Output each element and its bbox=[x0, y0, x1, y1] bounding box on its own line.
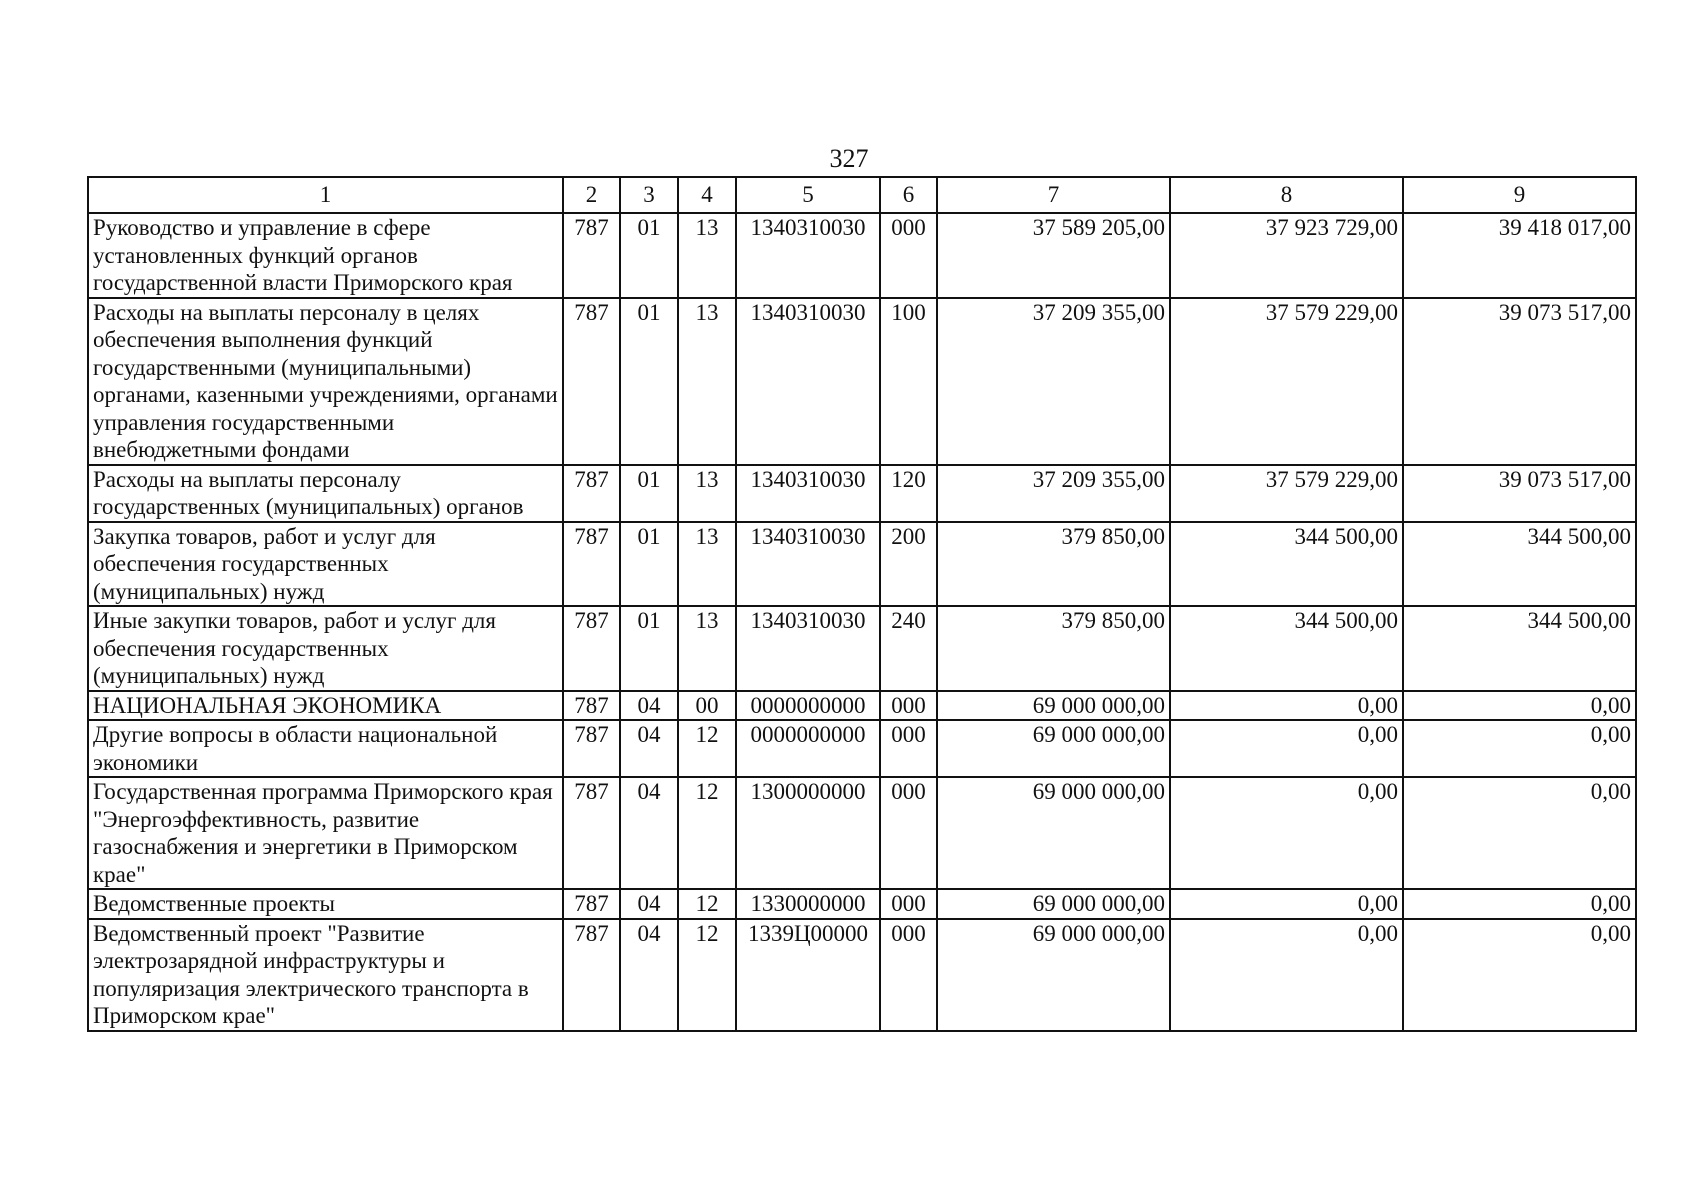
amount-cell-col9: 344 500,00 bbox=[1403, 606, 1636, 691]
amount-cell-col8: 37 579 229,00 bbox=[1170, 465, 1403, 522]
amount-cell-col7: 69 000 000,00 bbox=[937, 720, 1170, 777]
amount-cell-col9: 39 073 517,00 bbox=[1403, 465, 1636, 522]
expense-type-cell: 200 bbox=[880, 522, 937, 607]
subsection-code-cell: 13 bbox=[678, 606, 736, 691]
subsection-code-cell: 13 bbox=[678, 465, 736, 522]
subsection-code-cell: 00 bbox=[678, 691, 736, 721]
table-row bbox=[88, 298, 1636, 465]
amount-cell-col7: 379 850,00 bbox=[937, 606, 1170, 691]
section-code-cell: 01 bbox=[620, 606, 678, 691]
target-article-cell: 1340310030 bbox=[736, 465, 880, 522]
amount-cell-col9: 39 073 517,00 bbox=[1403, 298, 1636, 465]
row-name-cell: НАЦИОНАЛЬНАЯ ЭКОНОМИКА bbox=[88, 691, 563, 721]
column-header: 4 bbox=[678, 177, 736, 213]
section-code-cell: 01 bbox=[620, 298, 678, 465]
subsection-code-cell: 13 bbox=[678, 213, 736, 298]
section-code-cell: 04 bbox=[620, 777, 678, 889]
section-code-cell: 04 bbox=[620, 691, 678, 721]
amount-cell-col8: 0,00 bbox=[1170, 889, 1403, 919]
admin-code-cell: 787 bbox=[563, 465, 620, 522]
admin-code-cell: 787 bbox=[563, 720, 620, 777]
amount-cell-col9: 0,00 bbox=[1403, 889, 1636, 919]
amount-cell-col9: 0,00 bbox=[1403, 777, 1636, 889]
amount-cell-col8: 0,00 bbox=[1170, 919, 1403, 1031]
row-name-cell: Иные закупки товаров, работ и услуг для обеспечения государственных (муниципальных) нужд bbox=[88, 606, 563, 691]
expense-type-cell: 240 bbox=[880, 606, 937, 691]
expense-type-cell: 000 bbox=[880, 777, 937, 889]
admin-code-cell: 787 bbox=[563, 606, 620, 691]
subsection-code-cell: 12 bbox=[678, 777, 736, 889]
row-name-cell: Ведомственные проекты bbox=[88, 889, 563, 919]
amount-cell-col7: 37 209 355,00 bbox=[937, 298, 1170, 465]
subsection-code-cell: 13 bbox=[678, 298, 736, 465]
target-article-cell: 1340310030 bbox=[736, 606, 880, 691]
target-article-cell: 0000000000 bbox=[736, 691, 880, 721]
expense-type-cell: 120 bbox=[880, 465, 937, 522]
budget-table bbox=[87, 176, 1637, 1032]
row-name-cell: Государственная программа Приморского края "Энергоэффективность, развитие газоснабжения и энергетики в Приморском крае" bbox=[88, 777, 563, 889]
amount-cell-col7: 69 000 000,00 bbox=[937, 919, 1170, 1031]
section-code-cell: 04 bbox=[620, 919, 678, 1031]
row-name-cell: Ведомственный проект "Развитие электрозарядной инфраструктуры и популяризация электрического транспорта в Приморском крае" bbox=[88, 919, 563, 1031]
table-row bbox=[88, 465, 1636, 522]
target-article-cell: 1300000000 bbox=[736, 777, 880, 889]
admin-code-cell: 787 bbox=[563, 777, 620, 889]
subsection-code-cell: 12 bbox=[678, 720, 736, 777]
target-article-cell: 1340310030 bbox=[736, 213, 880, 298]
section-code-cell: 01 bbox=[620, 522, 678, 607]
admin-code-cell: 787 bbox=[563, 691, 620, 721]
table-header-row bbox=[88, 177, 1636, 213]
row-name-cell: Расходы на выплаты персоналу в целях обеспечения выполнения функций государственными (муниципальными) органами, казенными учреждениями, органами управления государственными внебюджетными фондами bbox=[88, 298, 563, 465]
expense-type-cell: 100 bbox=[880, 298, 937, 465]
row-name-cell: Расходы на выплаты персоналу государственных (муниципальных) органов bbox=[88, 465, 563, 522]
amount-cell-col8: 0,00 bbox=[1170, 691, 1403, 721]
target-article-cell: 1340310030 bbox=[736, 298, 880, 465]
column-header: 8 bbox=[1170, 177, 1403, 213]
amount-cell-col8: 344 500,00 bbox=[1170, 606, 1403, 691]
table-row bbox=[88, 919, 1636, 1031]
amount-cell-col7: 37 209 355,00 bbox=[937, 465, 1170, 522]
expense-type-cell: 000 bbox=[880, 720, 937, 777]
amount-cell-col8: 344 500,00 bbox=[1170, 522, 1403, 607]
table-row bbox=[88, 889, 1636, 919]
amount-cell-col8: 0,00 bbox=[1170, 720, 1403, 777]
table-row bbox=[88, 606, 1636, 691]
subsection-code-cell: 12 bbox=[678, 889, 736, 919]
section-code-cell: 01 bbox=[620, 465, 678, 522]
target-article-cell: 1330000000 bbox=[736, 889, 880, 919]
row-name-cell: Руководство и управление в сфере установленных функций органов государственной власти Приморского края bbox=[88, 213, 563, 298]
target-article-cell: 1340310030 bbox=[736, 522, 880, 607]
section-code-cell: 01 bbox=[620, 213, 678, 298]
amount-cell-col9: 344 500,00 bbox=[1403, 522, 1636, 607]
expense-type-cell: 000 bbox=[880, 889, 937, 919]
admin-code-cell: 787 bbox=[563, 889, 620, 919]
admin-code-cell: 787 bbox=[563, 298, 620, 465]
table-body bbox=[88, 213, 1636, 1031]
amount-cell-col8: 37 923 729,00 bbox=[1170, 213, 1403, 298]
column-header: 3 bbox=[620, 177, 678, 213]
row-name-cell: Закупка товаров, работ и услуг для обеспечения государственных (муниципальных) нужд bbox=[88, 522, 563, 607]
column-header: 7 bbox=[937, 177, 1170, 213]
admin-code-cell: 787 bbox=[563, 919, 620, 1031]
table-row bbox=[88, 720, 1636, 777]
column-header: 1 bbox=[88, 177, 563, 213]
expense-type-cell: 000 bbox=[880, 213, 937, 298]
amount-cell-col8: 37 579 229,00 bbox=[1170, 298, 1403, 465]
admin-code-cell: 787 bbox=[563, 213, 620, 298]
table-row bbox=[88, 777, 1636, 889]
column-header: 5 bbox=[736, 177, 880, 213]
column-header: 2 bbox=[563, 177, 620, 213]
amount-cell-col7: 379 850,00 bbox=[937, 522, 1170, 607]
row-name-cell: Другие вопросы в области национальной экономики bbox=[88, 720, 563, 777]
amount-cell-col9: 0,00 bbox=[1403, 720, 1636, 777]
amount-cell-col9: 0,00 bbox=[1403, 691, 1636, 721]
table-row bbox=[88, 522, 1636, 607]
amount-cell-col7: 69 000 000,00 bbox=[937, 691, 1170, 721]
column-header: 9 bbox=[1403, 177, 1636, 213]
amount-cell-col9: 39 418 017,00 bbox=[1403, 213, 1636, 298]
admin-code-cell: 787 bbox=[563, 522, 620, 607]
subsection-code-cell: 13 bbox=[678, 522, 736, 607]
amount-cell-col9: 0,00 bbox=[1403, 919, 1636, 1031]
column-header: 6 bbox=[880, 177, 937, 213]
table-row bbox=[88, 213, 1636, 298]
table-row bbox=[88, 691, 1636, 721]
amount-cell-col7: 37 589 205,00 bbox=[937, 213, 1170, 298]
target-article-cell: 0000000000 bbox=[736, 720, 880, 777]
section-code-cell: 04 bbox=[620, 889, 678, 919]
page-number: 327 bbox=[829, 144, 869, 173]
section-code-cell: 04 bbox=[620, 720, 678, 777]
amount-cell-col7: 69 000 000,00 bbox=[937, 889, 1170, 919]
target-article-cell: 1339Ц00000 bbox=[736, 919, 880, 1031]
expense-type-cell: 000 bbox=[880, 691, 937, 721]
subsection-code-cell: 12 bbox=[678, 919, 736, 1031]
amount-cell-col8: 0,00 bbox=[1170, 777, 1403, 889]
amount-cell-col7: 69 000 000,00 bbox=[937, 777, 1170, 889]
expense-type-cell: 000 bbox=[880, 919, 937, 1031]
